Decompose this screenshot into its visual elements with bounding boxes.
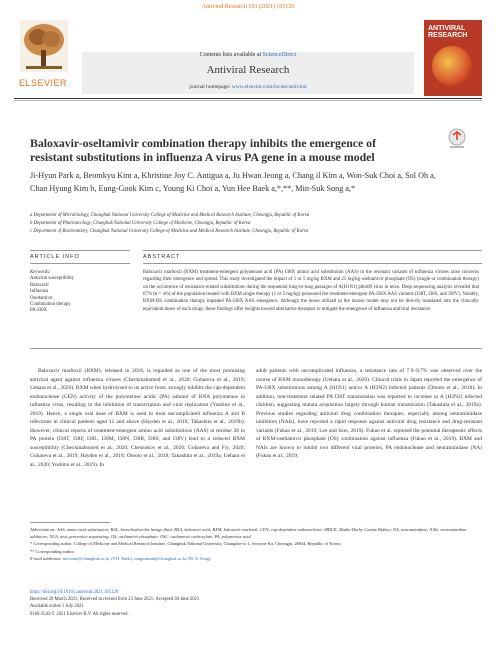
abstract-end-rule	[30, 348, 482, 349]
journal-title: Antiviral Research	[206, 64, 290, 76]
keyword: Influenza	[30, 289, 49, 295]
affiliations	[30, 212, 470, 235]
contents-line	[82, 52, 414, 58]
journal-reference[interactable]: Antiviral Research 193 (2021) 105126	[201, 4, 295, 10]
journal-cover-image[interactable]	[424, 20, 482, 96]
affiliation-a: a Department of Microbiology, Chungbuk National University College of Medicine and Medical Research Institute, Cheongju, Republic of Korea	[30, 213, 310, 218]
elsevier-logo	[14, 20, 72, 96]
article-info-heading: ARTICLE INFO	[30, 254, 80, 260]
cover-title: ANTIVIRAL RESEARCH	[428, 25, 468, 39]
cover-graphic	[432, 46, 472, 86]
received-dates: Received 20 March 2021; Received in revised form 23 June 2021; Accepted 30 June 2021	[30, 597, 200, 603]
keywords-label: Keywords:	[30, 270, 51, 275]
corresponding-author-footnote: * Corresponding author. College of Medicine and Medical Research Institute, Chungbuk National University, Chungdae-ro 1, Seowon-Ku, Cheongju, 28644, Republic of Korea.	[30, 541, 342, 547]
contents-prefix: Contents lists available at	[199, 52, 263, 58]
author-list[interactable]: Ji-Hyun Park a, Beomkyu Kim a, Khristine Joy C. Antigua a, Ju Hwan Jeong a, Chang il Kim a, Won-Suk Choi a, Sol Oh a, Chan Hyung Kim b, Eung-Gook Kim c, Young Ki Choi a, Yun Hee Baek a,*,**, Min-Suk Song a,*	[30, 171, 436, 193]
article-history	[30, 589, 330, 618]
keyword: Combination therapy	[30, 302, 71, 308]
footnotes	[30, 526, 482, 562]
elsevier-tree-icon	[20, 20, 68, 72]
check-for-updates-icon[interactable]	[445, 127, 469, 151]
abstract-rule-bottom	[143, 263, 482, 264]
corresponding-author-footnote-2: ** Corresponding author.	[30, 548, 75, 554]
abstract-rule-top	[143, 250, 482, 251]
keyword: Baloxavir	[30, 282, 49, 288]
homepage-link[interactable]: www.elsevier.com/locate/antiviral	[231, 84, 307, 90]
abstract-heading: ABSTRACT	[143, 254, 181, 260]
abstract-text: Baloxavir marboxil (BXM) treatment-emergent polymerase acid (PA) I38X amino acid substitution (AAS) in the resistant variants of influenza viruses raise concerns regarding their emergence and spread. This study investigated the impact of 1 or 5 mg/kg BXM and 25 mg/kg oseltamivir phosphate (OS) (single or combination therapy) on the occurrence of resistance-related substitutions during the sequential lung-to-lung passages of A(H1N1) pdm09 virus in mice. Deep sequencing analysis revealed that 67% (n = 4/6) of the population treated with BXM single therapy (1 or 5 mg/kg) possessed the treatment-emergent PA-I38X AAS variants (I38T, I38S, and I38V). Notably, BXM-OS combination therapy impeded PA-I38X AAS emergence. Although the doses utilized in the mouse model may not be directly translated into the clinically equivalent doses of each drugs, these findings offer insights toward alternative therapies to mitigate the emergence of influenza antiviral resistance.	[143, 270, 479, 312]
header-rule	[14, 98, 482, 99]
keyword: Oseltamivir	[30, 295, 53, 301]
doi-link[interactable]: https://doi.org/10.1016/j.antiviral.2021.105126	[30, 590, 119, 595]
affiliation-c: c Department of Biochemistry, Chungbuk National University College of Medicine and Medical Research Institute, Cheongju, Republic of Korea	[30, 228, 309, 234]
footnote-rule	[30, 522, 110, 523]
copyright: 0166-3542/© 2021 Elsevier B.V. All rights reserved.	[30, 611, 129, 617]
email-addresses[interactable]: microuni@chungbuk.ac.kr (Y.H. Baek), songminsuk@chungbuk.ac.kr (M.-S. Song).	[62, 555, 212, 561]
abbreviations-footnote: Abbreviations: AAS, amino acid substitution; BAL, bronchoalveolar lavage fluid; BXA, baloxavir acid; BXM, baloxavir marboxil; CEN, cap-dependent endonuclease; MDCK, Madin-Darby Canine Kidney; NA, neuraminidase; NAIs, neuraminidase inhibitors; NGS, next generation sequencing; OS, oseltamivir phosphate; OSC, oseltamivir carboxylate; PA, polymerase acid.	[30, 527, 467, 540]
header-rule-thin	[14, 100, 482, 101]
sciencedirect-link[interactable]: ScienceDirect	[262, 52, 297, 58]
body-column-left: Baloxavir marboxil (BXM), released in 2018, is regarded as one of the most promising antiviral agent against influenza viruses (Checkmahomed et al., 2020; Gubareva et al., 2019; Uehara et al., 2020). BXM when hydrolysed to its active form, strongly inhibits the cap-dependent endonuclease (CEN) activity of the polymerase acidic (PA) subunit of RNA polymerase in influenza virus, resulting in the inhibition of transcription and viral replication (Yoshino et al., 2019). Hence, a single oral dose of BXM is used to treat uncomplicated influenza A and B infections in clinical patients aged 12 and above (Hayden et al., 2018; Takashita et al., 2019b). However, clinical reports of treatment-emergent amino acid substitutions (AAS) at residue 38 in PA protein (I38T, I38F, I38L, I38M, I38N, I38R, I38S, and I38V) lead to a reduced BXM susceptibility (Checkmahomed et al., 2020; Chesnokov et al., 2020; Gubareva and Fry, 2020; Gubareva et al., 2019; Hayden et al., 2018; Omoto et al., 2018; Takashita et al., 2019a; Uehara et al., 2020; Yoshino et al., 2019). In	[30, 368, 245, 468]
keyword: Antiviral susceptibility	[30, 276, 75, 282]
keyword: PA-I38X	[30, 308, 48, 314]
article-info-rule-top	[30, 250, 130, 251]
email-label: E-mail addresses:	[30, 555, 63, 561]
available-online: Available online 1 July 2021	[30, 604, 84, 610]
affiliation-b: b Department of Pharmacology, Chungbuk National University College of Medicine, Cheongju, Republic of Korea	[30, 220, 251, 226]
journal-homepage	[82, 84, 414, 90]
elsevier-wordmark: ELSEVIER	[18, 78, 68, 88]
body-column-right: adult patients with uncomplicated influenza, a resistance rate of 7.9–9.7% was observed over the course of BXM monotherapy (Uehara et al., 2020). Clinical trials in Japan reported the emergence of PA-I38X substitutions among A (H1N1) and/or A (H3N2) infected patients (Omoto et al., 2018). In addition, non-treatment related PA I38T transmission was reported to increase in A (H3N2) infected children, suggesting mutant acquisition largely through human transmission (Takashita et al., 2019a). Previous studies regarding antiviral drug combination therapies, especially among neuraminidase inhibitors (NAIs), have reported a rapid response against antiviral drug resistance and drug-resistant variants (Fukao et al., 2019; Lee and Ison, 2019). Fukao et al. reported the potential therapeutic effects of BXM-oseltamivir phosphate (OS) combination against influenza (Fukao et al., 2019). BXM and NAIs are known to inhibit two different viral proteins, PA endonuclease and neuraminidase (NA) (Fukao et al., 2019;	[256, 368, 482, 459]
homepage-prefix: journal homepage:	[189, 84, 232, 90]
article-title: Baloxavir-oseltamivir combination therapy inhibits the emergence of resistant substitutions in influenza A virus PA gene in a mouse model	[30, 136, 377, 164]
article-info-rule-bottom	[30, 263, 130, 264]
email-footnote	[30, 555, 482, 562]
keywords-block	[30, 270, 130, 315]
